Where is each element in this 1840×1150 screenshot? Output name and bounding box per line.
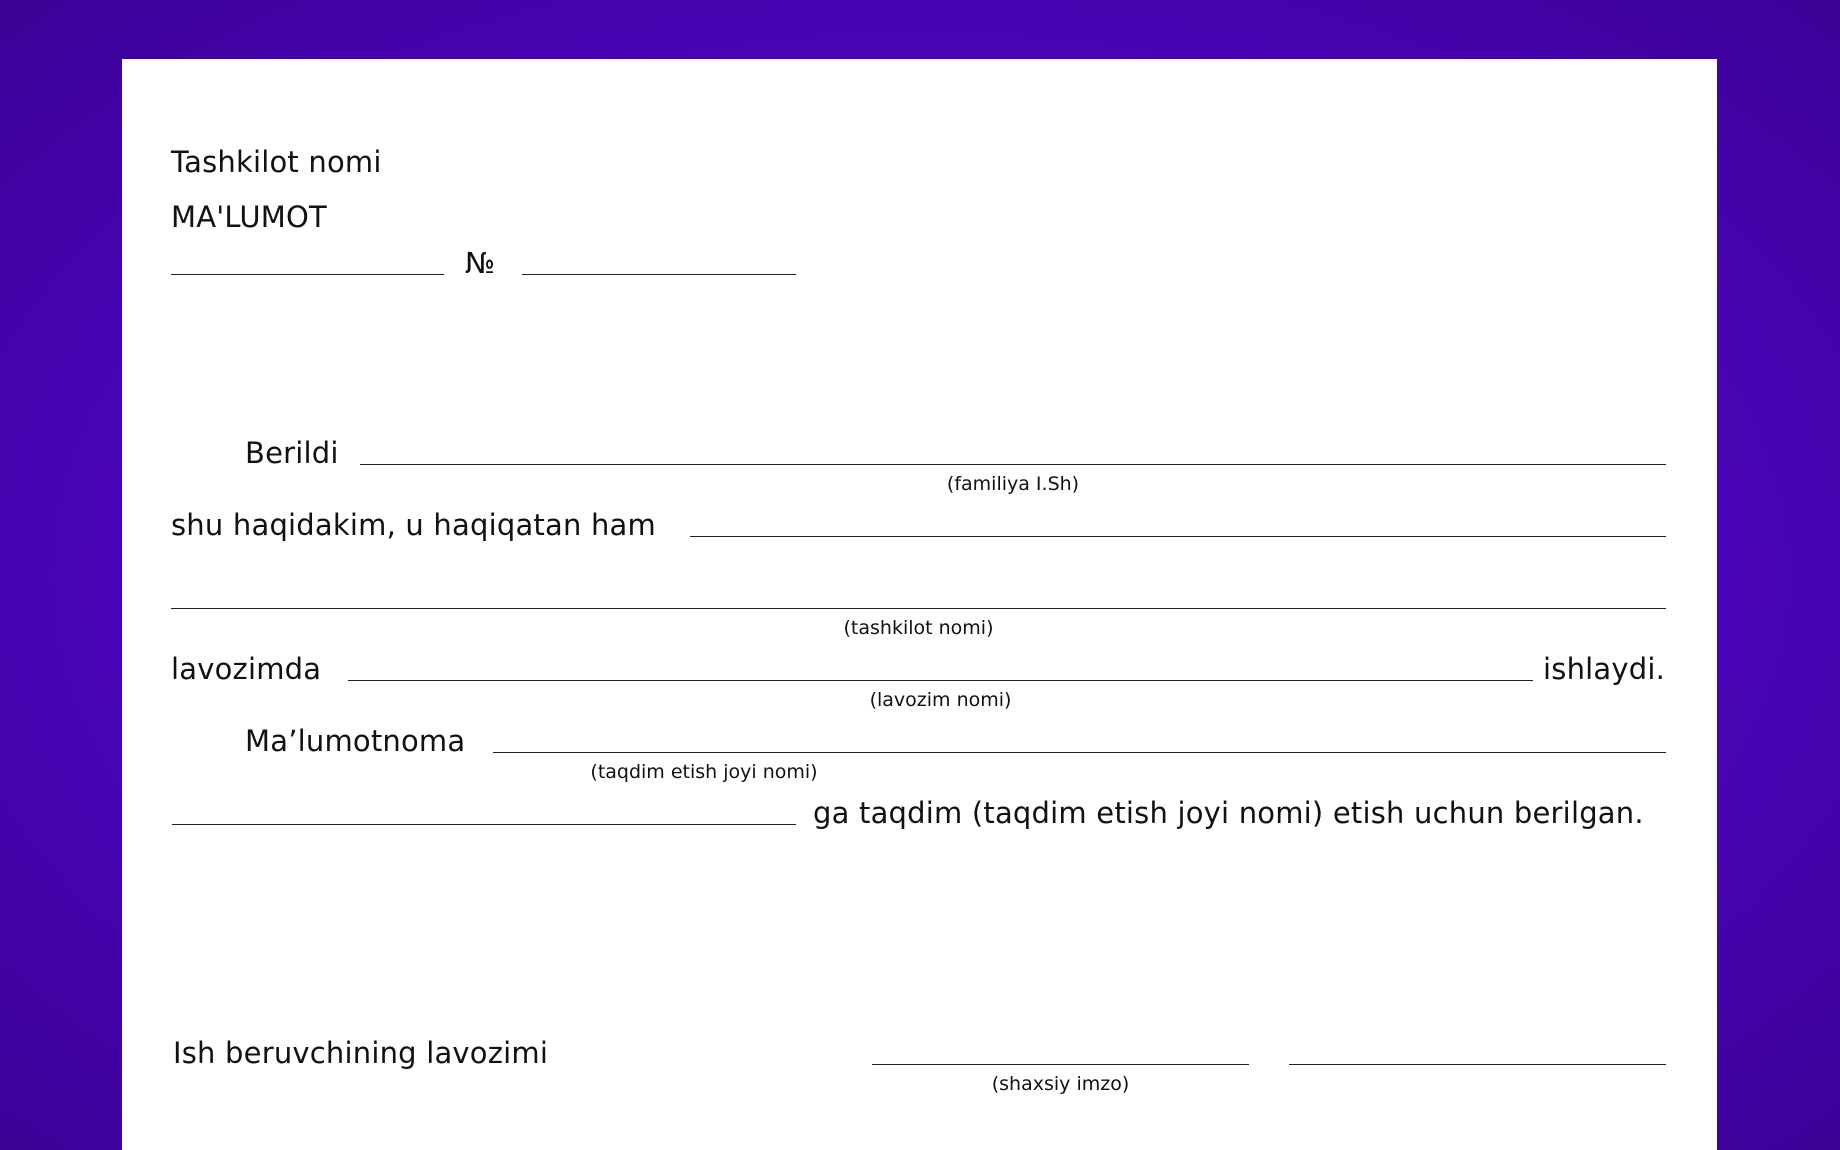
employer-position-label: Ish beruvchining lavozimi (173, 1036, 549, 1070)
certificate-label: Ma’lumotnoma (245, 724, 466, 758)
purpose-text: ga taqdim (taqdim etish joyi nomi) etish uchun berilgan. (813, 796, 1644, 830)
organization-name: Tashkilot nomi (171, 145, 382, 179)
position-field-line[interactable] (348, 680, 1533, 681)
document-title: MA'LUMOT (171, 200, 327, 234)
organization-caption: (tashkilot nomi) (843, 617, 994, 639)
document-sheet (122, 59, 1717, 1150)
place-caption: (taqdim etish joyi nomi) (590, 761, 818, 783)
signature-field-line[interactable] (872, 1064, 1249, 1065)
place-continuation-line[interactable] (172, 824, 796, 825)
date-field-line[interactable] (171, 274, 444, 275)
confirm-label: shu haqidakim, u haqiqatan ham (171, 508, 656, 542)
issued-label: Berildi (245, 436, 339, 470)
confirm-field-line[interactable] (690, 536, 1666, 537)
position-caption: (lavozim nomi) (869, 689, 1012, 711)
full-name-field-line[interactable] (360, 464, 1666, 465)
position-label: lavozimda (171, 652, 322, 686)
number-field-line[interactable] (522, 274, 796, 275)
signer-name-field-line[interactable] (1289, 1064, 1666, 1065)
full-name-caption: (familiya I.Sh) (946, 473, 1080, 495)
number-sign: № (465, 246, 496, 280)
works-label: ishlaydi. (1543, 652, 1666, 686)
place-field-line[interactable] (493, 752, 1666, 753)
organization-field-line[interactable] (171, 608, 1666, 609)
signature-caption: (shaxsiy imzo) (991, 1073, 1130, 1095)
